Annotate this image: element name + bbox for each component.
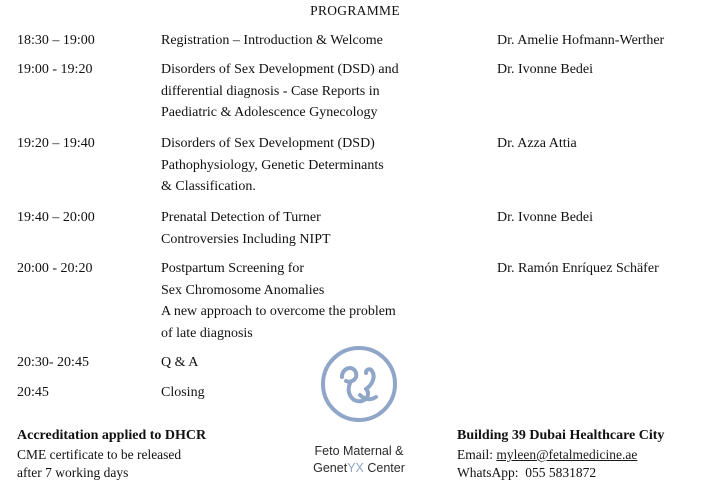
session-topic-line: Registration – Introduction & Welcome	[161, 33, 383, 48]
session-time: 19:20 – 19:40	[17, 136, 95, 151]
session-time: 18:30 – 19:00	[17, 33, 95, 48]
whatsapp-number: 055 5831872	[525, 465, 597, 480]
email-link[interactable]: myleen@fetalmedicine.ae	[496, 447, 638, 462]
session-topic-line: Pathophysiology, Genetic Determinants	[161, 157, 384, 173]
session-topic-line: Paediatric & Adolescence Gynecology	[161, 105, 378, 120]
session-speaker: Dr. Ivonne Bedei	[497, 62, 594, 77]
session-time: 20:45	[17, 385, 49, 400]
contact-heading: Building 39 Dubai Healthcare City	[457, 428, 665, 443]
session-topic-line: Postpartum Screening for	[161, 261, 305, 276]
logo-text-line1: Feto Maternal &	[314, 444, 404, 458]
session-speaker: Dr. Amelie Hofmann-Werther	[497, 33, 665, 48]
session-topic-line: Disorders of Sex Development (DSD) and	[161, 62, 399, 77]
session-topic-line: Controversies Including NIPT	[161, 231, 331, 247]
logo-text-prefix: Genet	[313, 461, 348, 475]
email-label: Email:	[457, 447, 497, 462]
logo-text-line2	[300, 461, 418, 475]
session-time: 19:40 – 20:00	[17, 210, 95, 225]
logo-text-suffix: Center	[363, 461, 405, 475]
whatsapp-label: WhatsApp:	[457, 465, 526, 480]
accreditation-line: after 7 working days	[17, 465, 129, 480]
session-speaker: Dr. Ramón Enríquez Schäfer	[497, 261, 659, 276]
session-time: 19:00 - 19:20	[17, 62, 93, 77]
session-time: 20:00 - 20:20	[17, 261, 93, 276]
session-topic-line: Closing	[161, 385, 205, 400]
session-topic-line: Prenatal Detection of Turner	[161, 210, 321, 225]
session-topic-line: Sex Chromosome Anomalies	[161, 282, 325, 298]
logo-text-accent: YX	[347, 461, 364, 475]
fetus-icon	[342, 368, 376, 401]
contact-block	[457, 426, 664, 482]
session-topic-line: Disorders of Sex Development (DSD)	[161, 136, 375, 151]
programme-title: PROGRAMME	[310, 3, 400, 18]
accreditation-heading: Accreditation applied to DHCR	[17, 428, 207, 443]
session-topic	[161, 258, 461, 344]
logo-ring	[323, 348, 395, 420]
whatsapp-line	[457, 464, 664, 482]
session-topic	[161, 207, 461, 250]
session-topic-line: differential diagnosis - Case Reports in	[161, 83, 380, 99]
session-topic	[161, 59, 461, 124]
session-time: 20:30- 20:45	[17, 355, 89, 370]
session-topic-line: of late diagnosis	[161, 325, 253, 341]
session-speaker: Dr. Azza Attia	[497, 136, 577, 151]
session-topic	[161, 30, 461, 52]
accreditation-block	[17, 426, 206, 482]
session-topic-line: Q & A	[161, 355, 199, 370]
email-line	[457, 446, 664, 464]
session-speaker: Dr. Ivonne Bedei	[497, 210, 594, 225]
session-topic-line: A new approach to overcome the problem	[161, 304, 396, 319]
session-topic-line: & Classification.	[161, 179, 256, 194]
accreditation-line: CME certificate to be released	[17, 447, 182, 462]
session-topic	[161, 133, 461, 198]
